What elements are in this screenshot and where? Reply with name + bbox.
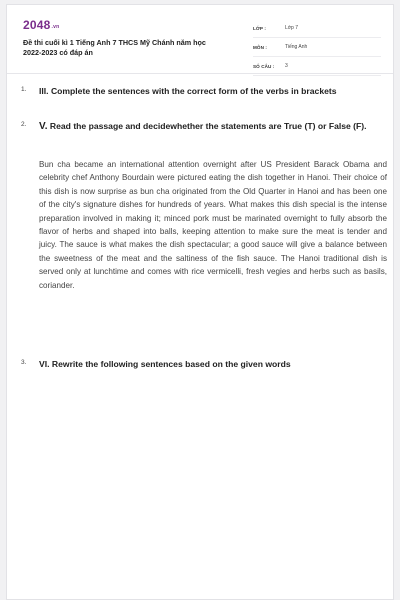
- document-meta: [253, 19, 381, 76]
- document-page: [6, 4, 394, 600]
- meta-value: 3: [285, 63, 288, 69]
- meta-key: LỚP :: [253, 25, 267, 31]
- meta-row-class: [253, 19, 381, 38]
- meta-row-subject: [253, 38, 381, 57]
- question-number: 3.: [21, 359, 27, 366]
- logo-text: 2048: [23, 18, 51, 32]
- reading-passage: Bun cha became an international attention overnight after US President Barack Obama and celebrity chef Anthony Bourdain were pictured eating the dish together in Hanoi. Their choice of this dish is now surprise as bun cha originated from the Old Quarter in Hanoi and has been one of the city's signature dishes for hundreds of years. What makes this dish special is the intense preparation involved in making it; minced pork must be marinated overnight to fully absorb the flavor of herbs and shaped into balls, keeping attention to make sure the meat is tender and juicy. The sauce is what makes the dish spectacular; a good sauce will give a balance between the sweetness of the meat and the saltiness of the fish sauce. The Hanoi traditional dish is served only at lunchtime and comes with rice vermicelli, fresh vegies and herbs such as basils, coriander.: [39, 160, 387, 290]
- meta-value: Lớp 7: [285, 25, 299, 31]
- header-divider: [7, 73, 393, 74]
- meta-key: SỐ CÂU :: [253, 63, 275, 69]
- logo-tld: .vn: [51, 24, 60, 30]
- document-header: [7, 5, 393, 73]
- question-number: 1.: [21, 86, 27, 93]
- question-heading: VI. Rewrite the following sentences based on the given words: [39, 359, 291, 369]
- question-heading: III. Complete the sentences with the correct form of the verbs in brackets: [39, 86, 337, 96]
- question-number: 2.: [21, 121, 27, 128]
- question-heading: V. Read the passage and decidewhether the statements are True (T) or False (F).: [39, 121, 367, 132]
- meta-key: MÔN :: [253, 44, 268, 50]
- meta-value: Tiếng Anh: [285, 44, 308, 50]
- site-logo[interactable]: [23, 18, 59, 32]
- document-title: Đề thi cuối kì 1 Tiếng Anh 7 THCS Mỹ Chánh năm học 2022-2023 có đáp án: [23, 38, 206, 57]
